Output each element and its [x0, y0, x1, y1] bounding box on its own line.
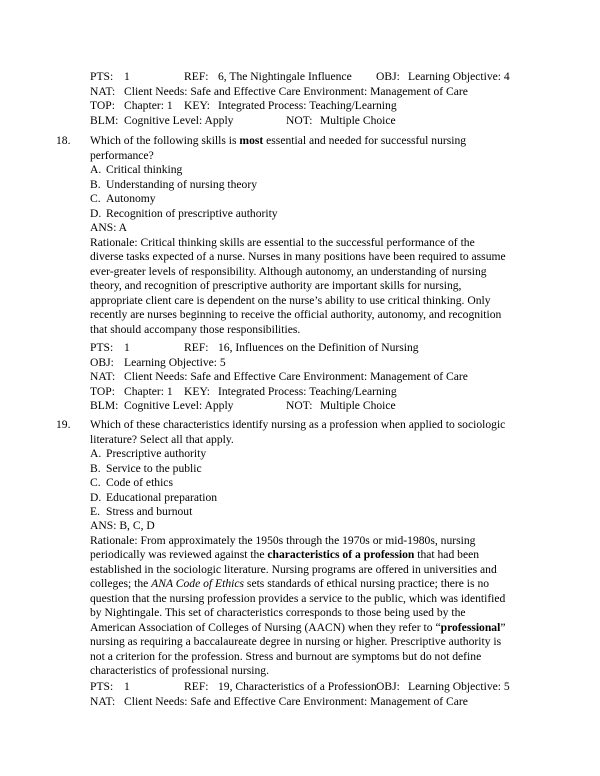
question-17-metadata — [90, 70, 520, 128]
answer-options — [90, 447, 516, 520]
not-value: Multiple Choice — [320, 399, 396, 412]
answer-key: ANS: B, C, D — [90, 519, 155, 532]
ref-value: 19, Characteristics of a Profession — [218, 680, 377, 693]
meta-row-top — [90, 99, 520, 114]
nat-value: Client Needs: Safe and Effective Care Environment: Management of Care — [124, 370, 468, 383]
ref-label: REF: — [184, 70, 209, 83]
pts-label: PTS: — [90, 341, 114, 354]
option-d: D. Educational preparation — [90, 490, 218, 504]
option-b: B. Service to the public — [90, 461, 202, 475]
ana-code-title: ANA Code of Ethics — [151, 577, 245, 590]
question-number: 18. — [56, 134, 71, 147]
meta-row-blm — [90, 399, 520, 414]
key-label: KEY: — [184, 99, 210, 112]
meta-row-pts — [90, 70, 520, 85]
pts-value: 1 — [124, 70, 130, 83]
question-stem: Which of these characteristics identify nursing as a profession when applied to sociologic literature? Select all that apply. — [90, 418, 506, 446]
answer-key: ANS: A — [90, 221, 128, 234]
option-c: C. Code of ethics — [90, 476, 173, 489]
key-value: Integrated Process: Teaching/Learning — [218, 99, 397, 112]
question-stem: Which of the following skills is most essential and needed for successful nursing performance? — [90, 134, 467, 162]
question-number: 19. — [56, 418, 71, 431]
top-value: Chapter: 1 — [124, 99, 173, 112]
option-e: E. Stress and burnout — [90, 505, 193, 518]
obj-value: Learning Objective: 5 — [408, 680, 510, 693]
obj-value: Learning Objective: 4 — [408, 70, 510, 83]
rationale: Rationale: From approximately the 1950s through the 1970s or mid-1980s, nursing periodically was reviewed against the characteristics of a profession that had been established in the sociologic literature. Nursing programs are offered in universities and colleges; the ANA Code of Ethics sets standards of ethical nursing practice; there is no question that the nursing profession provides a service to the public, which was identified by Nightingale. This set of characteristics corresponds to those being used by the American Association of Colleges of Nursing (AACN) when they refer to “professional” nursing as requiring a baccalaureate degree in nursing or higher. Prescriptive authority is not a criterion for the profession. Stress and burnout are symptoms but do not define characteristics of professional nursing. — [90, 533, 506, 677]
not-label: NOT: — [286, 113, 313, 127]
question-18 — [56, 134, 516, 221]
answer-options — [90, 163, 516, 221]
ref-value: 6, The Nightingale Influence — [218, 70, 352, 83]
nat-label: NAT: — [90, 694, 116, 708]
blm-label: BLM: — [90, 113, 119, 127]
option-d: D. Recognition of prescriptive authority — [90, 206, 278, 220]
meta-row-obj — [90, 356, 520, 371]
question-18-answer — [90, 221, 510, 337]
top-value: Chapter: 1 — [124, 384, 173, 398]
blm-value: Cognitive Level: Apply — [124, 399, 234, 412]
emphasis-most: most — [239, 134, 264, 147]
pts-value: 1 — [124, 341, 130, 354]
rationale: Rationale: Critical thinking skills are essential to the successful performance of the diverse tasks expected of a nurse. Nurses in many positions have been required to assume ever-greater levels of responsibility. Although autonomy, an understanding of nursing theory, and recognition of prescriptive authority are important skills for nursing, appropriate client care is dependent on the nurse’s ability to use critical thinking. Only recently are nurses beginning to receive the official authority, autonomy, and recognition that should accompany those responsibilities. — [90, 235, 506, 336]
pts-label: PTS: — [90, 70, 114, 83]
nat-label: NAT: — [90, 84, 116, 98]
nat-label: NAT: — [90, 370, 116, 383]
question-18-metadata — [90, 341, 520, 414]
blm-value: Cognitive Level: Apply — [124, 113, 234, 127]
obj-label: OBJ: — [376, 70, 400, 83]
key-value: Integrated Process: Teaching/Learning — [218, 384, 397, 398]
question-19 — [56, 418, 516, 520]
meta-row-pts — [90, 680, 520, 695]
ref-label: REF: — [184, 680, 209, 693]
not-value: Multiple Choice — [320, 113, 396, 127]
emphasis-characteristics: characteristics of a profession — [267, 548, 415, 561]
meta-row-nat — [90, 370, 520, 385]
pts-value: 1 — [124, 680, 130, 693]
question-19-answer — [90, 519, 510, 679]
nat-value: Client Needs: Safe and Effective Care Environment: Management of Care — [124, 694, 468, 708]
obj-value: Learning Objective: 5 — [124, 355, 226, 369]
option-c: C. Autonomy — [90, 192, 156, 205]
meta-row-nat — [90, 695, 520, 710]
option-b: B. Understanding of nursing theory — [90, 177, 258, 191]
nat-value: Client Needs: Safe and Effective Care Environment: Management of Care — [124, 84, 468, 98]
ref-value: 16, Influences on the Definition of Nursing — [218, 341, 419, 354]
meta-row-top — [90, 385, 520, 400]
key-label: KEY: — [184, 384, 210, 398]
blm-label: BLM: — [90, 399, 119, 412]
ref-label: REF: — [184, 341, 209, 354]
meta-row-blm — [90, 114, 520, 129]
not-label: NOT: — [286, 399, 313, 412]
pts-label: PTS: — [90, 680, 114, 693]
emphasis-professional: professional — [440, 620, 501, 634]
top-label: TOP: — [90, 384, 115, 398]
meta-row-pts — [90, 341, 520, 356]
obj-label: OBJ: — [376, 680, 400, 693]
meta-row-nat — [90, 85, 520, 100]
option-a: A. Critical thinking — [90, 163, 183, 176]
top-label: TOP: — [90, 99, 115, 112]
obj-label: OBJ: — [90, 355, 114, 369]
option-a: A. Prescriptive authority — [90, 447, 207, 460]
question-19-metadata — [90, 680, 520, 709]
